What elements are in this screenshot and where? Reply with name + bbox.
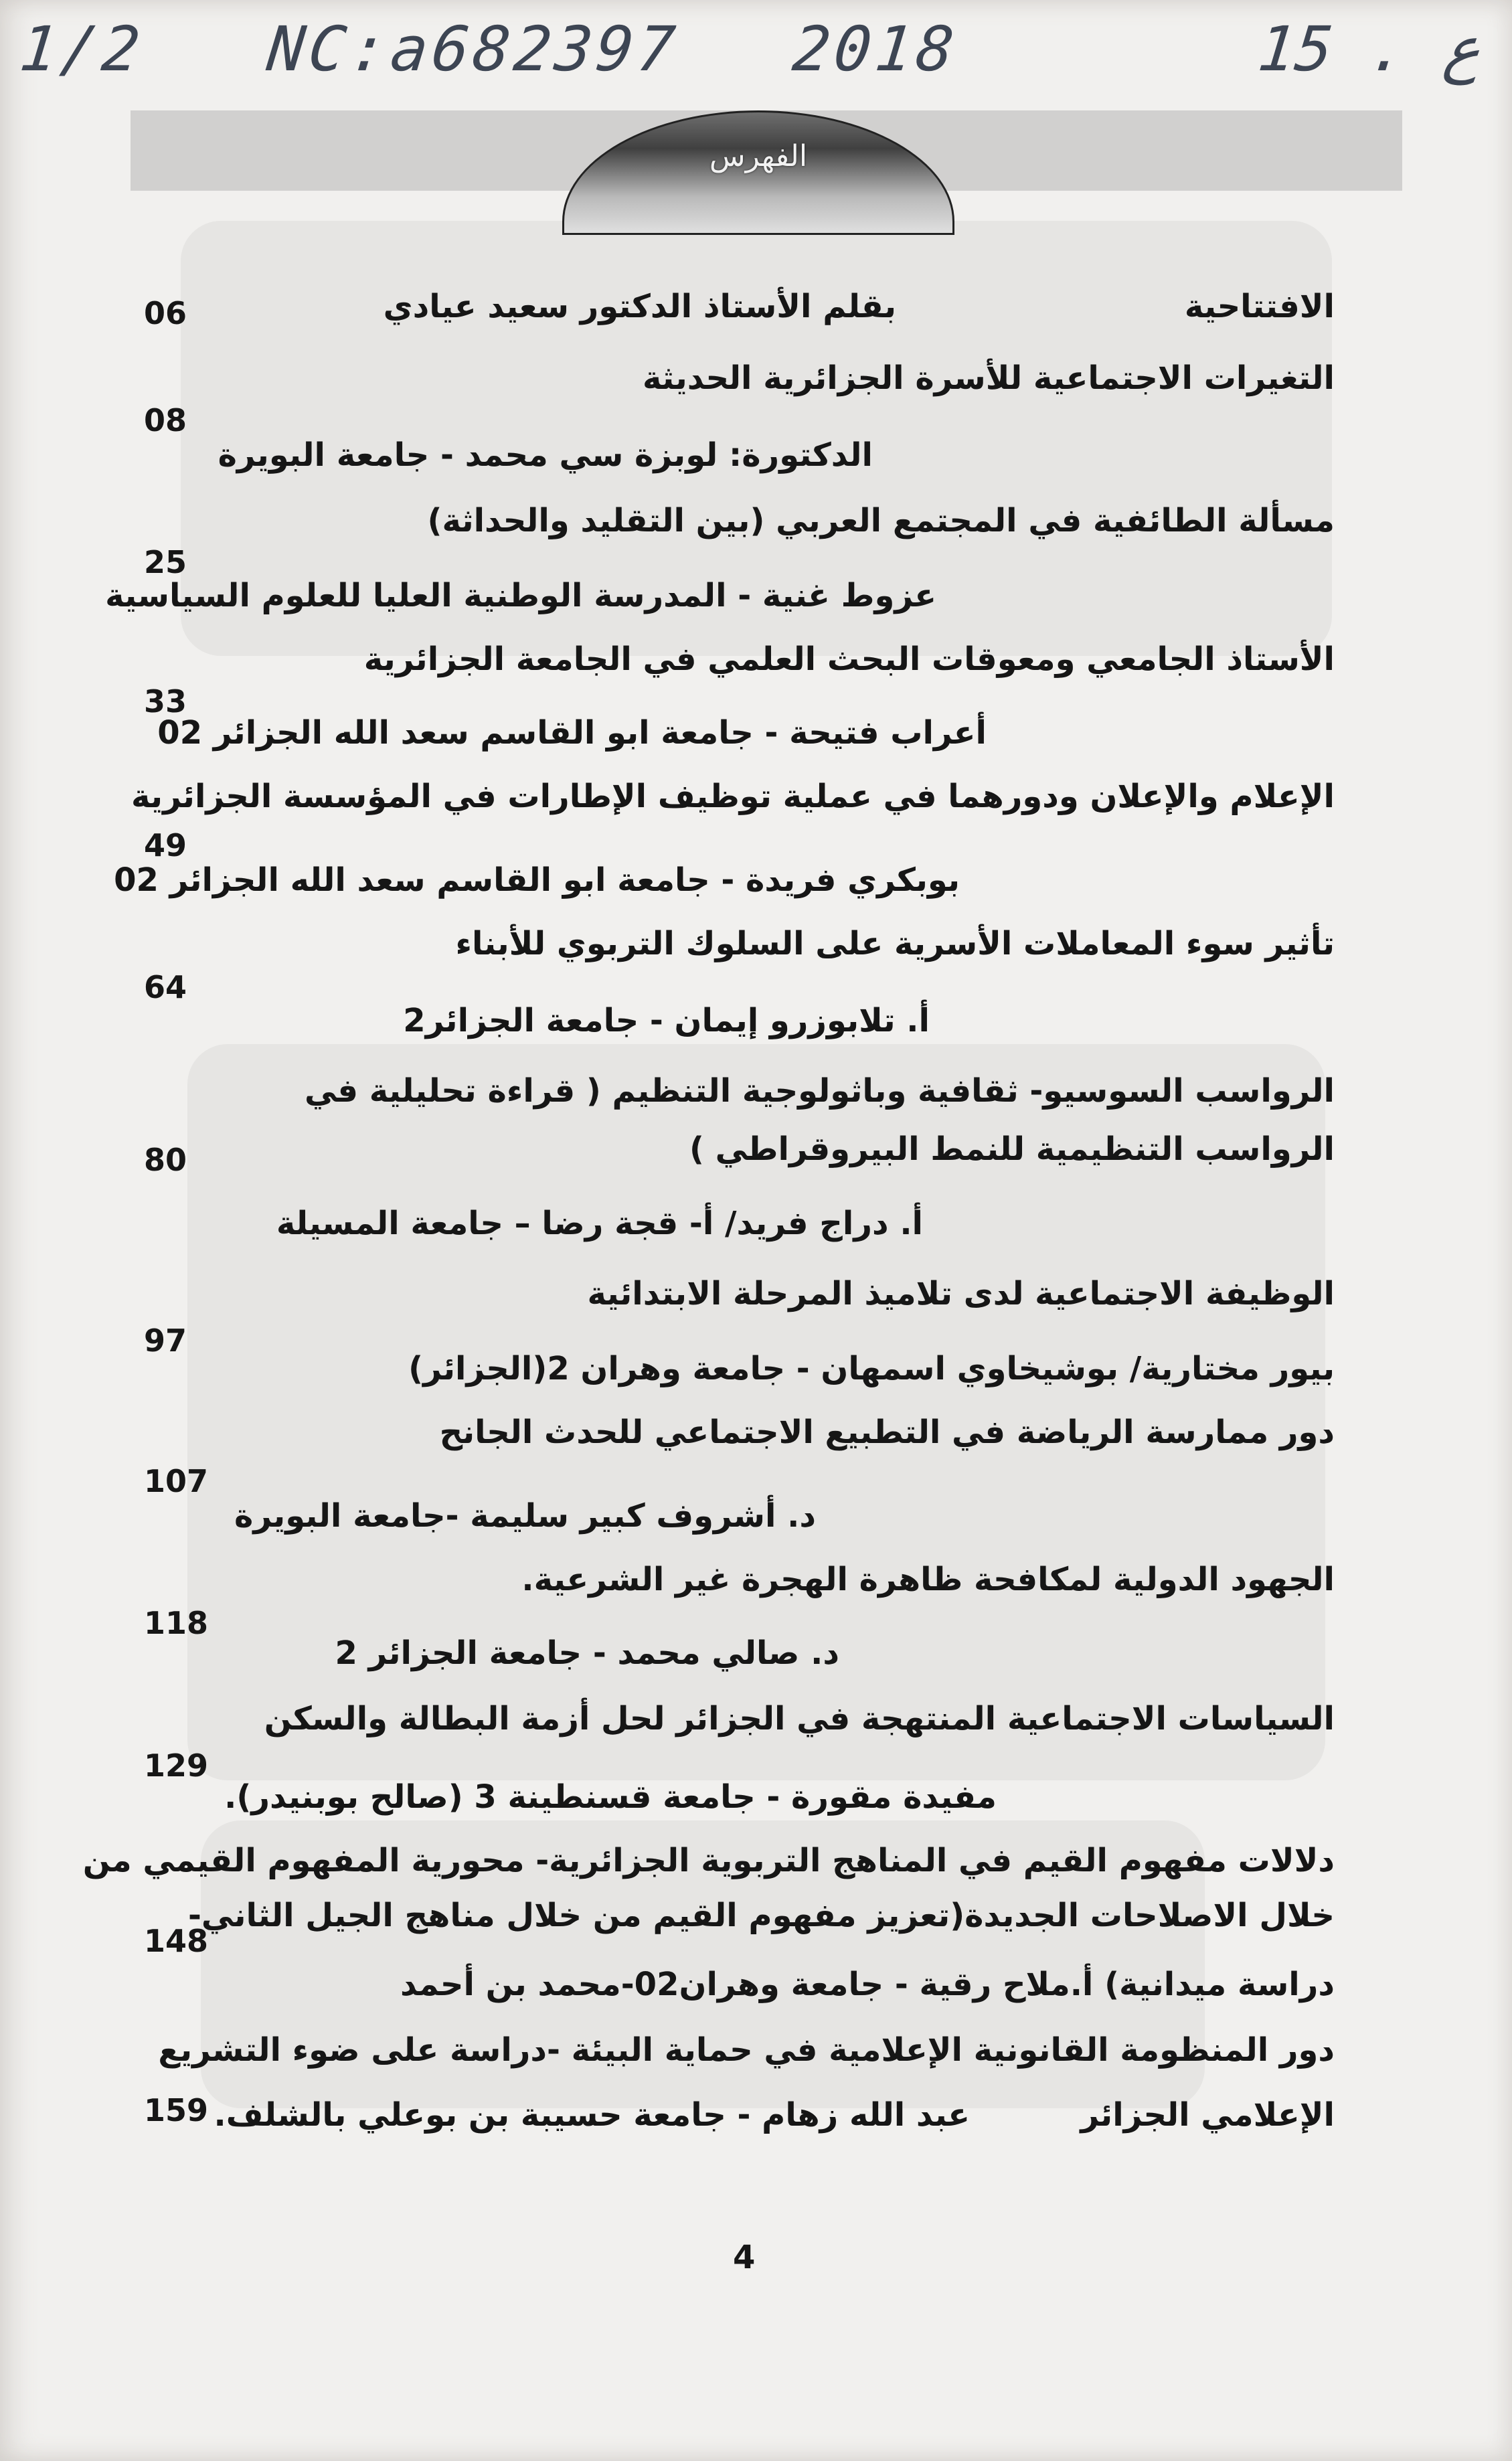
- entry-page: 159: [144, 2092, 209, 2128]
- handwritten-reference: 15 . ع: [1254, 13, 1485, 85]
- handwritten-fraction: 1/2: [16, 13, 147, 85]
- entry-author: د. أشروف كبير سليمة -جامعة البويرة: [234, 1497, 816, 1535]
- entry-author: أعراب فتيحة - جامعة ابو القاسم سعد الله الجزائر 02: [157, 714, 987, 752]
- entry-page: 08: [144, 402, 187, 438]
- entry-title: الافتتاحية: [1184, 288, 1335, 325]
- entry-author: عزوط غنية - المدرسة الوطنية العليا للعلوم السياسية: [105, 577, 936, 614]
- entry-page: 97: [144, 1323, 187, 1359]
- entry-page: 49: [144, 827, 187, 863]
- entry-author: بيور مختارية/ بوشيخاوي اسمهان - جامعة وهران 2(الجزائر): [408, 1350, 1335, 1387]
- entry-page: 06: [144, 295, 187, 331]
- entry-title-line: دراسة ميدانية) أ.ملاح رقية - جامعة وهران02-محمد بن أحمد: [400, 1966, 1335, 2003]
- entry-page: 80: [144, 1142, 187, 1178]
- entry-author: د. صالي محمد - جامعة الجزائر 2: [335, 1634, 839, 1672]
- entry-page: 148: [144, 1923, 209, 1959]
- entry-title: الوظيفة الاجتماعية لدى تلاميذ المرحلة الابتدائية: [587, 1275, 1335, 1312]
- entry-title: الجهود الدولية لمكافحة ظاهرة الهجرة غير الشرعية.: [521, 1561, 1335, 1598]
- entry-title-line: الرواسب التنظيمية للنمط البيروقراطي ): [689, 1130, 1335, 1168]
- entry-title-line: دلالات مفهوم القيم في المناهج التربوية الجزائرية- محورية المفهوم القيمي من: [82, 1842, 1335, 1879]
- entry-author: أ. دراج فريد/ أ- قجة رضا – جامعة المسيلة: [276, 1205, 923, 1242]
- entry-page: 25: [144, 544, 187, 580]
- handwritten-year: 2018: [789, 13, 962, 85]
- entry-title: التغيرات الاجتماعية للأسرة الجزائرية الحديثة: [642, 359, 1335, 397]
- entry-page: 107: [144, 1463, 209, 1499]
- entry-author: مفيدة مقورة - جامعة قسنطينة 3 (صالح بوبنيدر).: [224, 1778, 997, 1816]
- entry-page: 33: [144, 683, 187, 719]
- entry-title: مسألة الطائفية في المجتمع العربي (بين التقليد والحداثة): [427, 502, 1335, 539]
- entry-title-line: خلال الاصلاحات الجديدة(تعزيز مفهوم القيم من خلال مناهج الجيل الثاني-: [187, 1897, 1335, 1934]
- index-title: الفهرس: [709, 139, 808, 173]
- entry-title-line: الإعلامي الجزائر: [1080, 2096, 1335, 2134]
- handwritten-nc-code: NC:a682397: [264, 13, 683, 85]
- entry-title-line: الرواسب السوسيو- ثقافية وباثولوجية التنظيم ( قراءة تحليلية في: [305, 1072, 1335, 1110]
- entry-title-line: دور المنظومة القانونية الإعلامية في حماية البيئة -دراسة على ضوء التشريع: [158, 2031, 1335, 2069]
- entry-author: الدكتورة: لوبزة سي محمد - جامعة البويرة: [218, 436, 873, 474]
- entry-page: 118: [144, 1605, 209, 1641]
- entry-author: بقلم الأستاذ الدكتور سعيد عيادي: [383, 288, 896, 325]
- entry-page: 129: [144, 1748, 209, 1784]
- entry-author: أ. تلابوزرو إيمان - جامعة الجزائر2: [403, 1002, 930, 1039]
- entry-page: 64: [144, 969, 187, 1005]
- entry-title: الأستاذ الجامعي ومعوقات البحث العلمي في الجامعة الجزائرية: [363, 641, 1335, 678]
- entry-title-line: عبد الله زهام - جامعة حسيبة بن بوعلي بالشلف.: [214, 2096, 970, 2134]
- entry-title: الإعلام والإعلان ودورهما في عملية توظيف الإطارات في المؤسسة الجزائرية: [131, 778, 1335, 815]
- entry-title: دور ممارسة الرياضة في التطبيع الاجتماعي للحدث الجانح: [439, 1414, 1335, 1451]
- entry-title: تأثير سوء المعاملات الأسرية على السلوك التربوي للأبناء: [455, 925, 1335, 962]
- entry-title: السياسات الاجتماعية المنتهجة في الجزائر لحل أزمة البطالة والسكن: [264, 1700, 1335, 1737]
- page-number: 4: [733, 2239, 756, 2276]
- entry-author: بوبكري فريدة - جامعة ابو القاسم سعد الله الجزائر 02: [114, 861, 960, 899]
